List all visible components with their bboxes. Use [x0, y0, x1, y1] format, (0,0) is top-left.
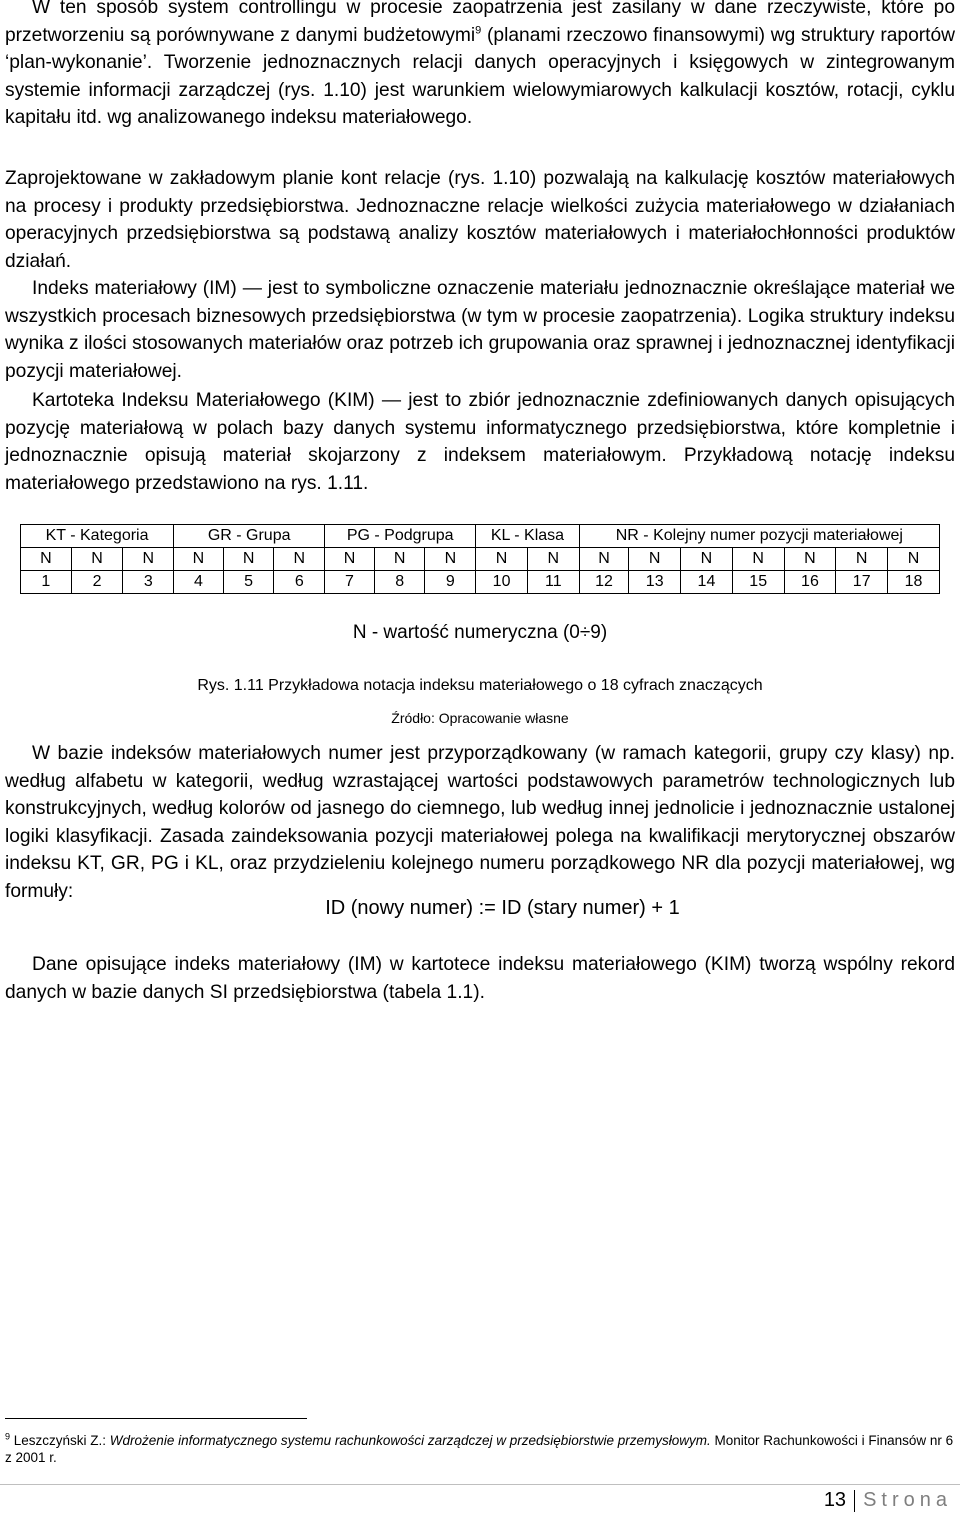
- notation-symbol-row: [21, 548, 940, 571]
- footnote: [5, 1432, 955, 1466]
- page-footer-label: Strona: [863, 1489, 952, 1511]
- notation-symbol-cell: N: [888, 548, 940, 571]
- figure-legend: N - wartość numeryczna (0÷9): [352, 622, 608, 643]
- page-footer: [824, 1489, 952, 1512]
- notation-symbol-cell: N: [476, 548, 528, 571]
- notation-position-cell: 7: [325, 571, 375, 594]
- notation-symbol-cell: N: [21, 548, 72, 571]
- notation-header-cell: NR - Kolejny numer pozycji materiałowej: [579, 525, 939, 548]
- page-number: 13: [823, 1489, 847, 1511]
- footnote-title: Wdrożenie informatycznego systemu rachunkowości zarządczej w przedsiębiorstwie przemysłowym.: [109, 1433, 711, 1448]
- notation-header-cell: PG - Podgrupa: [325, 525, 476, 548]
- notation-position-cell: 13: [629, 571, 681, 594]
- notation-symbol-cell: N: [732, 548, 784, 571]
- figure-caption: Rys. 1.11 Przykładowa notacja indeksu materiałowego o 18 cyfrach znaczących: [197, 677, 763, 694]
- notation-position-cell: 9: [425, 571, 476, 594]
- notation-position-row: [21, 571, 940, 594]
- notation-header-row: [21, 525, 940, 548]
- notation-symbol-cell: N: [784, 548, 836, 571]
- page-footer-rule: [0, 1484, 960, 1485]
- notation-position-cell: 11: [527, 571, 579, 594]
- notation-symbol-cell: N: [374, 548, 425, 571]
- notation-symbol-cell: N: [71, 548, 123, 571]
- footnote-separator: [5, 1418, 307, 1419]
- material-index-notation-table: [20, 524, 940, 594]
- notation-symbol-cell: N: [425, 548, 476, 571]
- paragraph-material-index: Indeks materiałowy (IM) — jest to symboliczne oznaczenie materiału jednoznacznie określające materiał we wszystkich procesach biznesowych przedsiębiorstwa (w tym w procesie zaopatrzenia). Logika struktury indeksu wynika z ilości stosowanych materiałów oraz potrzeb ich grupowania oraz sprawnej i jednoznacznej identyfikacji pozycji materiałowej.: [5, 278, 955, 382]
- notation-header-cell: KL - Klasa: [476, 525, 580, 548]
- notation-position-cell: 17: [836, 571, 888, 594]
- notation-symbol-cell: N: [223, 548, 274, 571]
- notation-position-cell: 14: [681, 571, 733, 594]
- notation-position-cell: 8: [374, 571, 425, 594]
- notation-symbol-cell: N: [123, 548, 174, 571]
- paragraph-chart-of-accounts: Zaprojektowane w zakładowym planie kont relacje (rys. 1.10) pozwalają na kalkulację kosztów materiałowych na procesy i produkty przedsiębiorstwa. Jednoznaczne relacje wielkości zużycia materiałowego w działaniach operacyjnych przedsiębiorstwa są podstawą analizy kosztów materiałowych i materiałochłonności produktów działań.: [5, 168, 955, 272]
- notation-symbol-cell: N: [629, 548, 681, 571]
- notation-position-cell: 2: [71, 571, 123, 594]
- paragraph-record: Dane opisujące indeks materiałowy (IM) w kartotece indeksu materiałowego (KIM) tworzą wspólny rekord danych w bazie danych SI przedsiębiorstwa (tabela 1.1).: [5, 954, 955, 1003]
- notation-position-cell: 3: [123, 571, 174, 594]
- footnote-author: Leszczyński Z.:: [10, 1433, 110, 1448]
- notation-header-cell: KT - Kategoria: [21, 525, 174, 548]
- footnote-reference: 9: [475, 24, 482, 37]
- notation-symbol-cell: N: [274, 548, 325, 571]
- notation-symbol-cell: N: [325, 548, 375, 571]
- notation-position-cell: 18: [888, 571, 940, 594]
- notation-position-cell: 12: [579, 571, 629, 594]
- notation-position-cell: 16: [784, 571, 836, 594]
- paragraph-controlling: [5, 0, 955, 132]
- notation-symbol-cell: N: [579, 548, 629, 571]
- notation-symbol-cell: N: [681, 548, 733, 571]
- notation-position-cell: 1: [21, 571, 72, 594]
- notation-symbol-cell: N: [836, 548, 888, 571]
- notation-position-cell: 15: [732, 571, 784, 594]
- notation-symbol-cell: N: [527, 548, 579, 571]
- notation-position-cell: 10: [476, 571, 528, 594]
- paragraph-controlling-text-a: W ten sposób system controllingu w procesie zaopatrzenia jest zasilany w dane rzeczywiste, które po przetworzeniu są porównywane z danymi budżetowymi: [5, 0, 955, 46]
- paragraph-controlling-text-b: (planami rzeczowo finansowymi) wg struktury raportów ‘plan-wykonanie’. Tworzenie jednoznacznych relacji danych operacyjnych i księgowych w zintegrowanym systemie informacji zarządczej (rys. 1.10) jest warunkiem wielowymiarowych kalkulacji kosztów, rotacji, cyklu kapitału itd. wg analizowanego indeksu materiałowego.: [5, 24, 955, 129]
- notation-position-cell: 6: [274, 571, 325, 594]
- paragraph-numbering-rule: W bazie indeksów materiałowych numer jest przyporządkowany (w ramach kategorii, grupy czy klasy) np. według alfabetu w kategorii, według wzrastającej wartości podstawowych parametrów technologicznych lub konstrukcyjnych, według kolorów od jasnego do ciemnego, lub według innej jednolicie i jednoznacznie ustalonej logiki klasyfikacji. Zasada zaindeksowania pozycji materiałowej polega na kwalifikacji merytorycznej obszarów indeksu KT, GR, PG i KL, oraz przydzieleniu kolejnego numeru porządkowego NR dla pozycji materiałowej, wg formuły:: [5, 743, 955, 902]
- notation-position-cell: 4: [174, 571, 224, 594]
- footnote-number: 9: [5, 1431, 11, 1442]
- notation-position-cell: 5: [223, 571, 274, 594]
- page-footer-divider: [854, 1490, 855, 1512]
- notation-symbol-cell: N: [174, 548, 224, 571]
- figure-source: Źródło: Opracowanie własne: [391, 710, 569, 726]
- footnote-publication: Monitor Rachunkowości i Finansów nr 6 z 2001 r.: [5, 1433, 954, 1465]
- notation-header-cell: GR - Grupa: [174, 525, 325, 548]
- paragraph-kim-definition: Kartoteka Indeksu Materiałowego (KIM) — jest to zbiór jednoznacznie zdefiniowanych danych opisujących pozycję materiałową w polach bazy danych systemu informatycznego przedsiębiorstwa, które kompletnie i jednoznacznie opisują materiał skojarzony z indeksem materiałowym. Przykładową notację indeksu materiałowego przedstawiono na rys. 1.11.: [5, 390, 955, 494]
- numbering-formula: ID (nowy numer) := ID (stary numer) + 1: [325, 897, 680, 919]
